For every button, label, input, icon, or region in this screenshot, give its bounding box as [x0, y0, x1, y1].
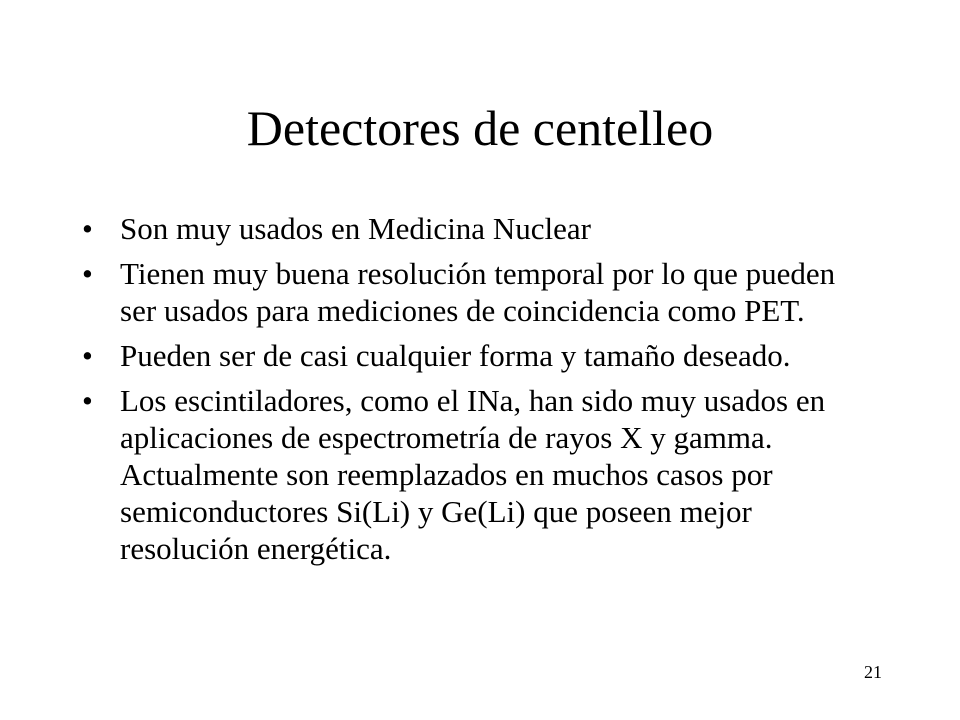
- bullet-item: [78, 337, 878, 374]
- bullet-text: Son muy usados en Medicina Nuclear: [120, 211, 591, 246]
- bullet-item: [78, 210, 878, 247]
- bullet-marker: •: [82, 338, 93, 373]
- bullet-item: [78, 255, 878, 329]
- bullet-text: Tienen muy buena resolución temporal por lo que pueden ser usados para mediciones de coincidencia como PET.: [120, 256, 836, 328]
- bullet-item: [78, 382, 878, 567]
- bullet-list: [78, 210, 878, 575]
- bullet-marker: •: [82, 211, 93, 246]
- bullet-text: Pueden ser de casi cualquier forma y tamaño deseado.: [120, 338, 791, 373]
- slide-title: Detectores de centelleo: [246, 100, 714, 156]
- bullet-text: Los escintiladores, como el INa, han sido muy usados en aplicaciones de espectrometría de rayos X y gamma. Actualmente son reemplazados en muchos casos por semiconductores Si(Li) y Ge(Li) que poseen mejor resolución energética.: [120, 383, 826, 566]
- page-number: 21: [864, 662, 882, 682]
- bullet-marker: •: [82, 256, 93, 291]
- bullet-marker: •: [82, 383, 93, 418]
